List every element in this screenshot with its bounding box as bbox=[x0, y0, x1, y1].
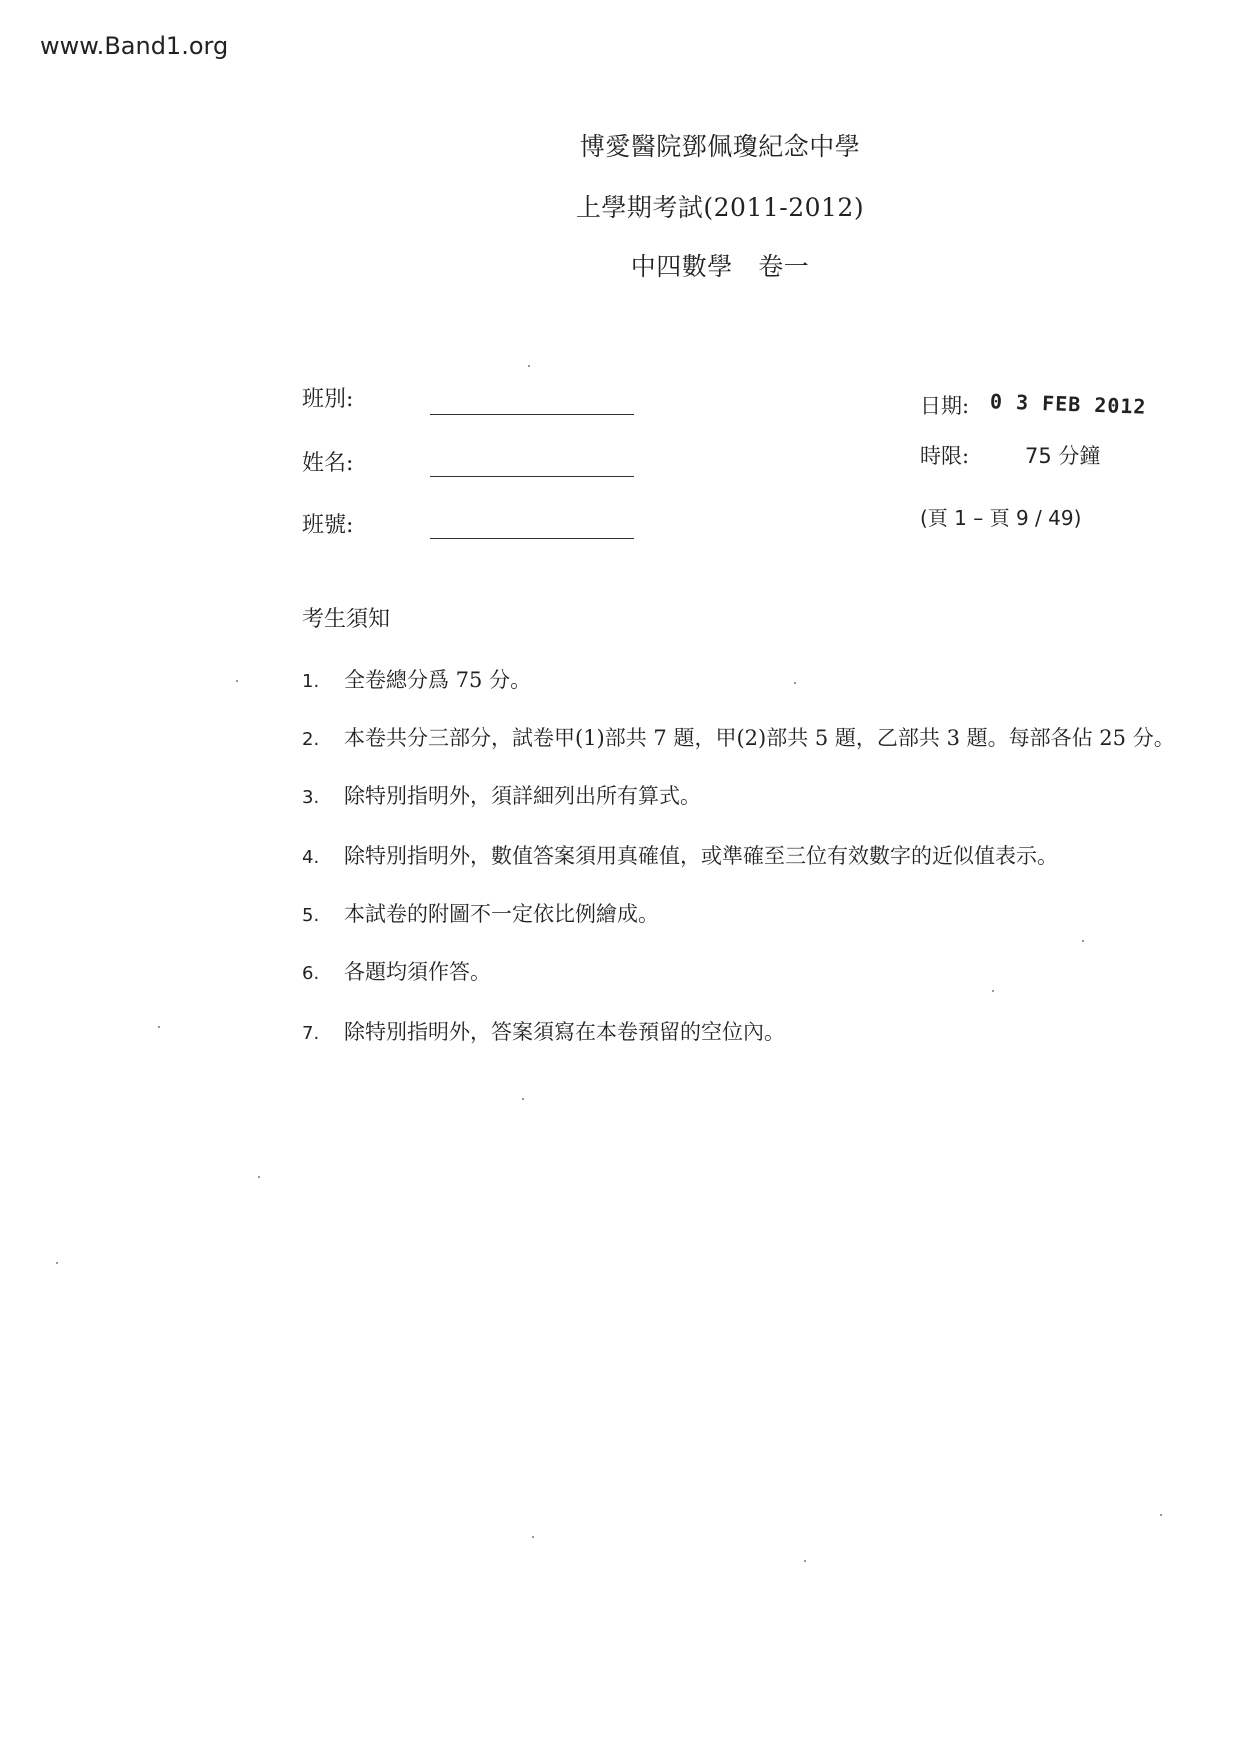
rule-number: 1. bbox=[302, 671, 320, 692]
scan-speck bbox=[804, 1560, 806, 1562]
rule-number: 2. bbox=[302, 729, 320, 750]
scan-speck bbox=[56, 1262, 58, 1264]
rule-item bbox=[302, 1016, 1152, 1046]
scan-speck bbox=[522, 1098, 524, 1100]
exam-title: 上學期考試(2011-2012) bbox=[575, 193, 865, 222]
rule-item bbox=[302, 840, 1152, 870]
rule-text: 除特別指明外，答案須寫在本卷預留的空位內。 bbox=[344, 1020, 785, 1044]
rule-text: 除特別指明外，數值答案須用真確值，或準確至三位有效數字的近似值表示。 bbox=[344, 844, 1058, 868]
scan-speck bbox=[1082, 940, 1084, 942]
number-field[interactable] bbox=[430, 538, 634, 539]
rule-item bbox=[302, 780, 1152, 810]
rule-item bbox=[302, 898, 1152, 928]
time-value: 75 分鐘 bbox=[1025, 444, 1101, 468]
rule-item bbox=[302, 722, 1175, 752]
rule-number: 7. bbox=[302, 1023, 320, 1044]
watermark-url: www.Band1.org bbox=[40, 32, 229, 60]
scan-speck bbox=[236, 680, 238, 682]
scan-speck bbox=[794, 682, 796, 684]
time-label: 時限: bbox=[920, 444, 970, 468]
rule-number: 3. bbox=[302, 787, 320, 808]
scan-speck bbox=[532, 1536, 534, 1538]
instructions-title: 考生須知 bbox=[302, 607, 391, 632]
rule-number: 5. bbox=[302, 905, 320, 926]
rule-text: 本試卷的附圖不一定依比例繪成。 bbox=[344, 902, 659, 926]
rule-text: 除特別指明外，須詳細列出所有算式。 bbox=[344, 784, 701, 808]
name-label: 姓名: bbox=[302, 451, 354, 476]
rule-text: 各題均須作答。 bbox=[344, 960, 491, 984]
paper-title: 中四數學 卷一 bbox=[630, 252, 810, 281]
rule-number: 6. bbox=[302, 963, 320, 984]
scan-speck bbox=[158, 1026, 160, 1028]
date-stamp: 0 3 FEB 2012 bbox=[989, 389, 1147, 419]
rule-text: 本卷共分三部分，試卷甲(1)部共 7 題，甲(2)部共 5 題，乙部共 3 題。每部各佔 25 分。 bbox=[344, 726, 1175, 750]
rule-item bbox=[302, 664, 1152, 694]
date-label: 日期: bbox=[920, 394, 970, 418]
rule-number: 4. bbox=[302, 847, 320, 868]
number-label: 班號: bbox=[302, 513, 354, 538]
rule-text: 全卷總分爲 75 分。 bbox=[344, 668, 532, 692]
page-range: (頁 1 – 頁 9 / 49) bbox=[920, 506, 1082, 530]
class-label: 班別: bbox=[302, 387, 354, 412]
scan-speck bbox=[992, 990, 994, 992]
name-field[interactable] bbox=[430, 476, 634, 477]
class-field[interactable] bbox=[430, 414, 634, 415]
school-name: 博愛醫院鄧佩瓊紀念中學 bbox=[579, 132, 861, 161]
scan-speck bbox=[1160, 1514, 1162, 1516]
scan-speck bbox=[258, 1176, 260, 1178]
rule-item bbox=[302, 956, 1152, 986]
scan-speck bbox=[528, 365, 530, 367]
